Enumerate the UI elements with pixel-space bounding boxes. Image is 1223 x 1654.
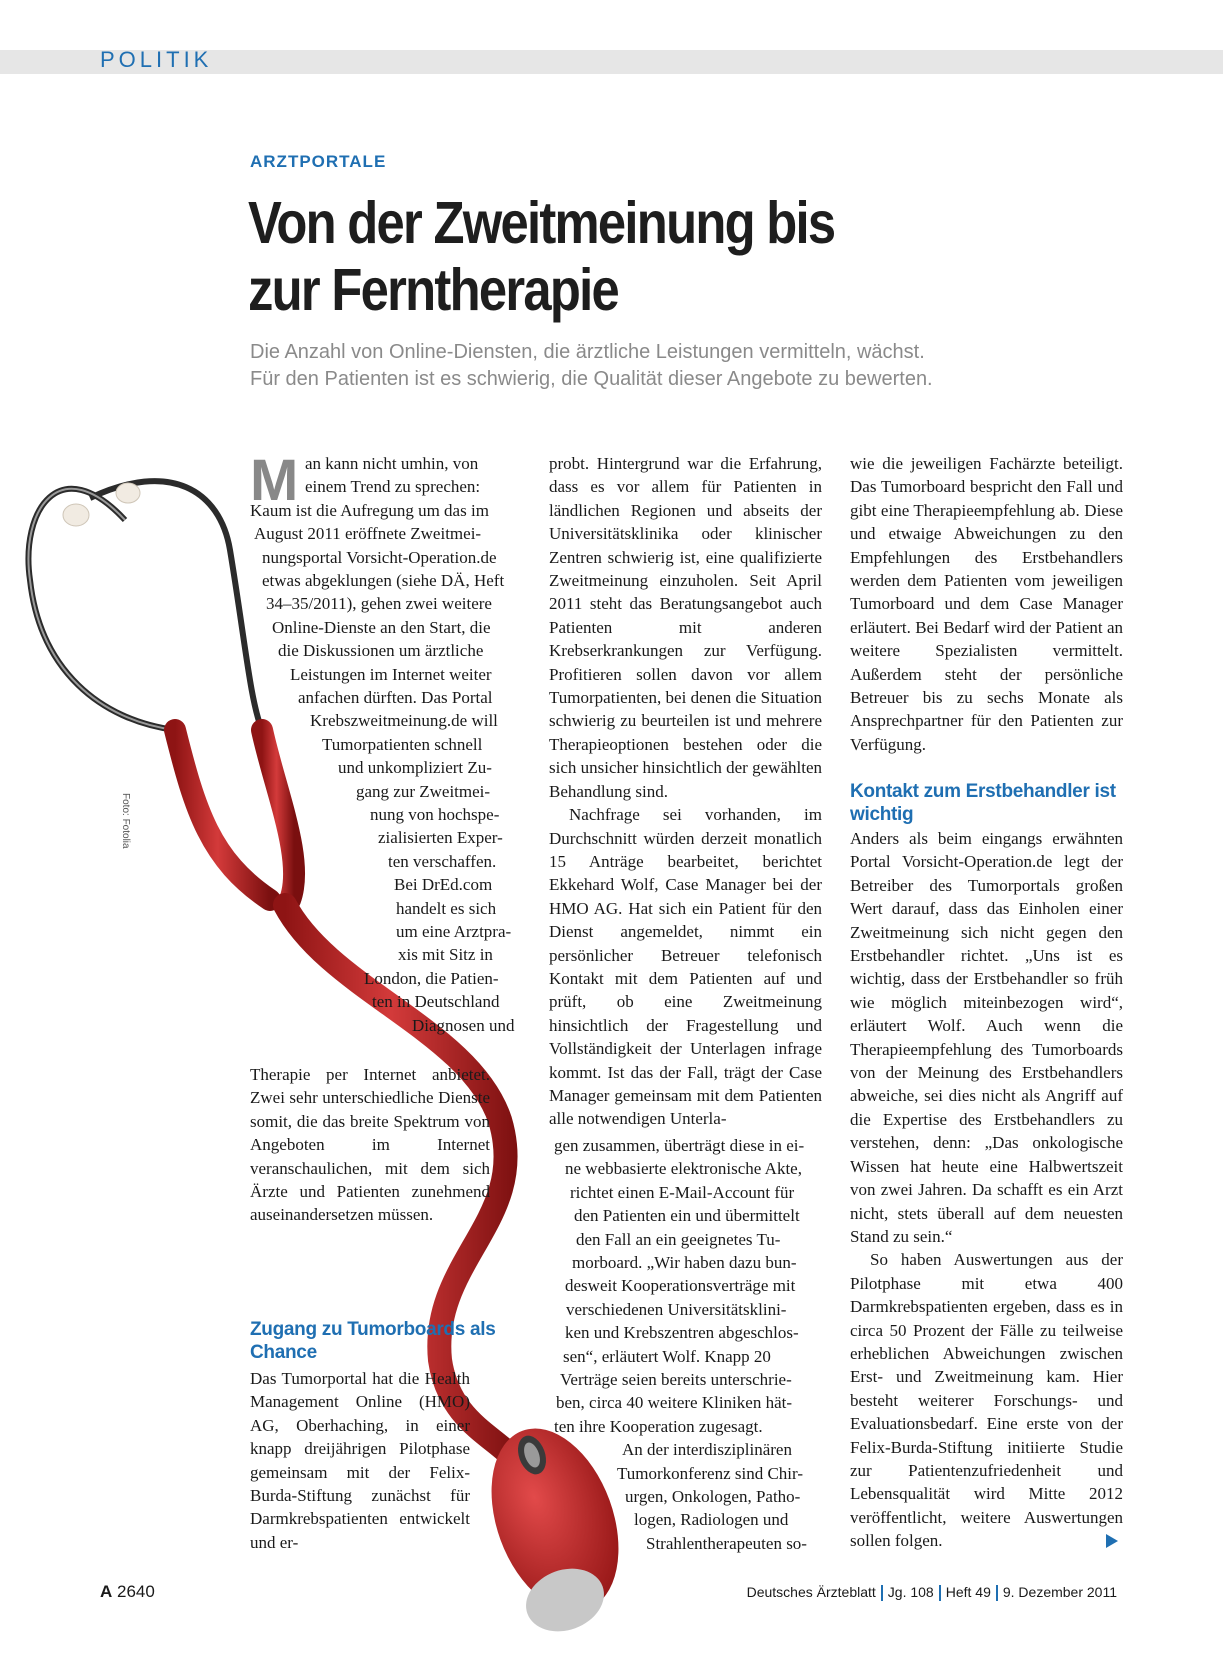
headline-line: zur Ferntherapie — [248, 257, 619, 323]
text-line: richtet einen E-Mail-Account für — [570, 1183, 795, 1202]
paragraph: probt. Hintergrund war die Erfahrung, dass es vor allem für Patienten in ländlichen Regionen und abseits der Universitätsklinika oder klinischer Zentren schwierig ist, eine qualifizierte Zweitmeinung einzuholen. Seit April 2011 steht das Beratungsangebot auch Patienten mit anderen Krebserkrankungen zur Verfügung. Profitieren sollen davon vor allem Tumorpatienten, bei denen die Situation schwierig zu beurteilen ist und mehrere Therapieoptionen bestehen oder die sich unsicher hinsichtlich der gewählten Behandlung sind. — [549, 454, 822, 801]
paragraph: Nachfrage sei vorhanden, im Durchschnitt würden derzeit monatlich 15 Anträge bearbeitet, berichtet Ekkehard Wolf, Case Manager bei der HMO AG. Hat sich ein Patient für den Dienst angemeldet, nimmt ein persönlicher Betreuer telefonisch Kontakt mit dem Patienten auf und prüft, ob eine Zweitmeinung hinsichtlich der Fragestellung und Vollständigkeit der Unterlagen infrage kommt. Ist das der Fall, trägt der Case Manager gemeinsam mit dem Patienten alle notwendigen Unterla- — [549, 805, 822, 1129]
text-line: Verträge seien bereits unterschrie- — [560, 1370, 792, 1389]
text-line: Leistungen im Internet weiter — [290, 665, 492, 684]
text-line: Tumorpatienten schnell — [322, 735, 483, 754]
text-line: ben, circa 40 weitere Kliniken hät- — [556, 1393, 793, 1412]
text-line: etwas abgeklungen (siehe DÄ, Heft — [262, 571, 505, 590]
text-line: zialisierten Exper- — [378, 828, 503, 847]
earpiece-icon — [116, 483, 140, 503]
text-line: nungsportal Vorsicht-Operation.de — [262, 548, 497, 567]
earpiece-icon — [63, 504, 89, 526]
text-line: ken und Krebszentren abgeschlos- — [565, 1323, 799, 1342]
paragraph: So haben Auswertungen aus der Pilotphase mit etwa 400 Darmkrebspatienten ergeben, dass es in circa 50 Prozent der Fälle zu teilweise erheblichen Abweichungen zwischen Erst- und Zweitmeinung kam. Hier besteht weiterer Forschungs- und Evaluationsbedarf. Eine erste von der Felix-Burda-Stiftung initiierte Studie zur Patientenzufriedenheit und Lebensqualität wird Mitte 2012 veröffentlicht, weitere Auswertungen sollen folgen. — [850, 1250, 1123, 1551]
page-prefix: A — [100, 1582, 113, 1601]
photo-credit: Foto: Fotolia — [120, 793, 131, 849]
text-line: xis mit Sitz in — [398, 945, 493, 964]
text-line: den Patienten ein und übermittelt — [574, 1206, 800, 1225]
stethoscope-red-tube — [262, 730, 294, 900]
column-3-paragraph-1: wie die jeweiligen Fachärzte beteiligt. Das Tumorboard bespricht den Fall und gibt eine Therapieempfehlung ab. Diese und etwaige Abweichungen zu den Empfehlungen des Erstbehandlers werden dem Patienten vom jeweiligen Tumorboard und dem Case Manager erläutert. Bei Bedarf wird der Patient an weitere Spezialisten vermittelt. Außerdem steht der persönliche Betreuer bis zu sechs Monate als Ansprechpartner für den Patienten zur Verfügung. — [850, 454, 1123, 754]
continue-arrow-icon — [1106, 1534, 1118, 1548]
text-line: London, die Patien- — [364, 969, 499, 988]
standfirst-line: Für den Patienten ist es schwierig, die Qualität dieser Angebote zu bewerten. — [250, 368, 933, 390]
stethoscope-red-tube — [175, 730, 270, 900]
text-line: verschiedenen Universitätsklini- — [566, 1300, 787, 1319]
text-line: einem Trend zu sprechen: — [305, 477, 481, 496]
text-line: desweit Kooperationsverträge mit — [565, 1276, 796, 1295]
text-line: Bei DrEd.com — [394, 875, 493, 894]
text-line: Diagnosen und — [412, 1016, 515, 1035]
footer-publication-info — [747, 1584, 1117, 1601]
text-line: logen, Radiologen und — [634, 1510, 789, 1529]
text-line: August 2011 eröffnete Zweitmei- — [254, 524, 482, 543]
text-line: An der interdisziplinären — [622, 1440, 792, 1459]
column-2-text — [549, 452, 822, 1131]
headline-line: Von der Zweitmeinung bis — [248, 190, 835, 256]
text-line: an kann nicht umhin, von — [305, 454, 479, 473]
page-number — [100, 1582, 155, 1602]
section-label: POLITIK — [100, 47, 213, 72]
text-line: Kaum ist die Aufregung um das im — [250, 501, 489, 520]
text-line: gang zur Zweitmei- — [356, 782, 491, 801]
text-line: die Diskussionen um ärztliche — [278, 641, 484, 660]
text-line: ten in Deutschland — [372, 992, 500, 1011]
stethoscope-metal-tube — [28, 489, 175, 730]
stethoscope-metal-tube — [90, 481, 262, 730]
text-line: gen zusammen, überträgt diese in ei- — [554, 1136, 805, 1155]
text-line: und unkompliziert Zu- — [338, 758, 492, 777]
text-line: ten ihre Kooperation zugesagt. — [554, 1417, 763, 1436]
text-line: anfachen dürften. Das Portal — [298, 688, 493, 707]
text-line: Krebszweitmeinung.de will — [310, 711, 498, 730]
article-headline — [248, 190, 1022, 324]
paragraph: Anders als beim eingangs erwähnten Portal Vorsicht-Operation.de legt der Betreiber des Tumorportals großen Wert darauf, dass das Einholen einer Zweitmeinung sich nicht gegen den Erstbehandler richtet. „Uns ist es wichtig, dass der Erstbehandler so früh wie möglich miteinbezogen wird“, erläutert Wolf. Auch wenn die Therapieempfehlung des Tumorboards von der Meinung des Erstbehandlers abweiche, sei dies nicht als Angriff auf die Expertise des Erstbehandlers zu verstehen, denn: „Das onkologische Wissen hat heute eine Halbwertszeit von zwei Jahren. Da schafft es ein Arzt nicht, stets überall auf dem neuesten Stand zu sein.“ — [850, 829, 1123, 1246]
text-line: ten verschaffen. — [388, 852, 497, 871]
drop-cap: M — [250, 448, 299, 513]
article-kicker: ARZTPORTALE — [250, 152, 387, 171]
column-1-paragraph-2: Das Tumorportal hat die Health Management Online (HMO) AG, Oberhaching, in einer knapp dreijährigen Pilotphase gemeinsam mit der Felix-Burda-Stiftung zunächst für Darmkrebspatienten entwickelt und er- — [250, 1369, 470, 1552]
subheading-tumorboards: Zugang zu Tumorboards als Chance — [250, 1319, 496, 1363]
page-number-value: 2640 — [117, 1582, 155, 1601]
text-line: sen“, erläutert Wolf. Knapp 20 — [563, 1347, 771, 1366]
column-3-text — [850, 827, 1123, 1553]
volume: Jg. 108 — [887, 1584, 934, 1600]
issue: Heft 49 — [945, 1584, 991, 1600]
text-line: morboard. „Wir haben dazu bun- — [572, 1253, 797, 1272]
text-line: Strahlentherapeuten so- — [646, 1534, 807, 1553]
text-line: Online-Dienste an den Start, die — [272, 618, 491, 637]
journal-name: Deutsches Ärzteblatt — [746, 1584, 876, 1600]
column-1-continued-text: Therapie per Internet anbietet. Zwei sehr unterschiedliche Dienste somit, die das breite Spektrum von Angeboten im Internet veranschaulichen, mit dem sich Ärzte und Patienten zunehmend auseinandersetzen müssen. — [250, 1065, 490, 1225]
text-line: ne webbasierte elektronische Akte, — [565, 1159, 802, 1178]
standfirst-line: Die Anzahl von Online-Diensten, die ärztliche Leistungen vermitteln, wächst. — [250, 341, 925, 363]
text-line: um eine Arztpra- — [396, 922, 512, 941]
text-line: handelt es sich — [396, 899, 497, 918]
text-line: nung von hochspe- — [370, 805, 500, 824]
text-line: den Fall an ein geeignetes Tu- — [576, 1230, 781, 1249]
article-standfirst — [250, 339, 1150, 393]
text-line: urgen, Onkologen, Patho- — [625, 1487, 801, 1506]
text-line: Tumorkonferenz sind Chir- — [617, 1464, 804, 1483]
issue-date: 9. Dezember 2011 — [1002, 1584, 1117, 1600]
subheading-erstbehandler: Kontakt zum Erstbehandler ist wichtig — [850, 781, 1116, 825]
text-line: 34–35/2011), gehen zwei weitere — [266, 594, 492, 613]
